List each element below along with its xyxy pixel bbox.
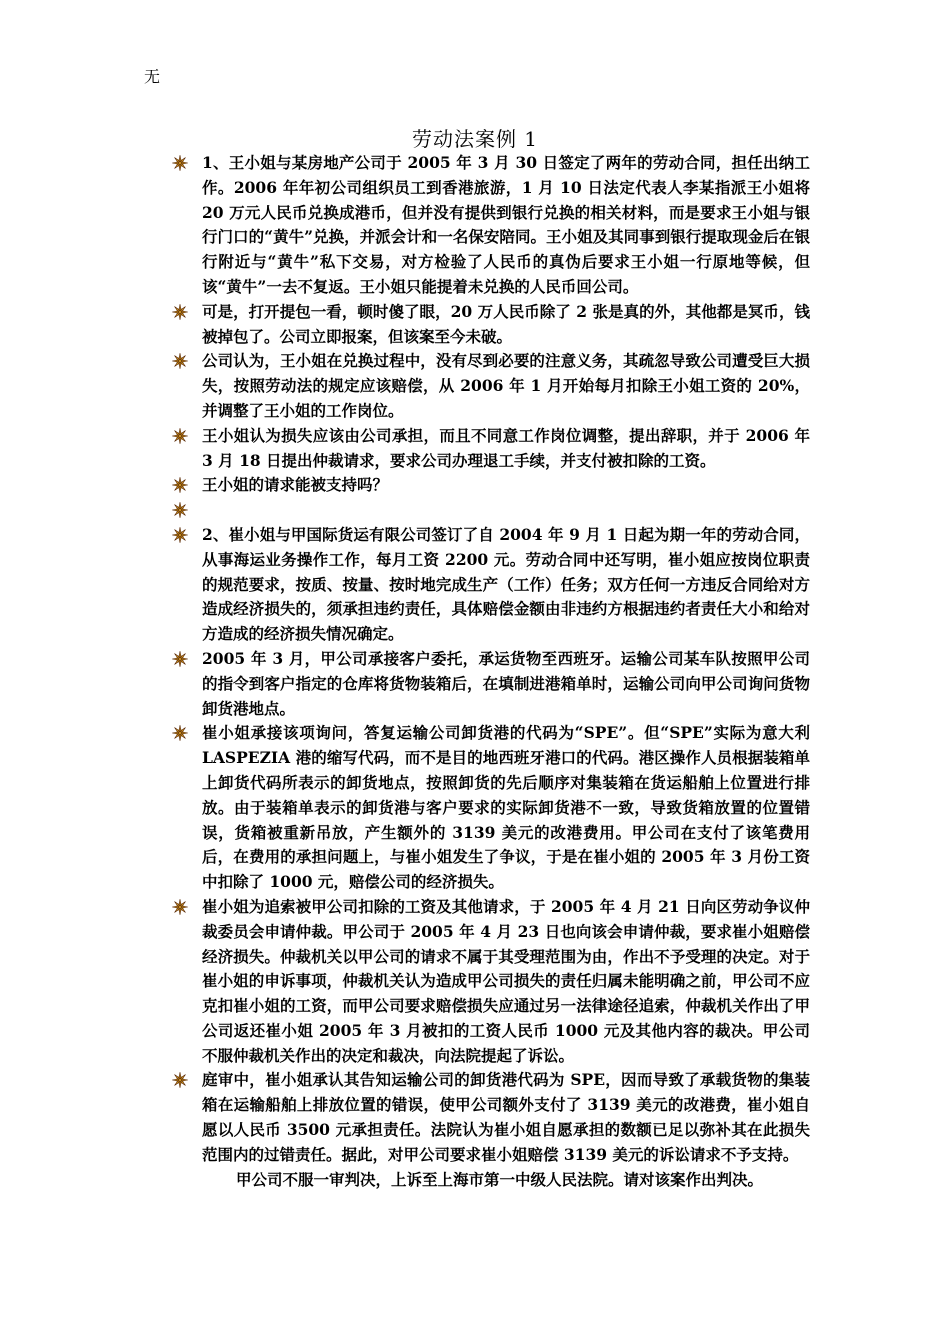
starburst-bullet-icon <box>172 527 188 543</box>
document-body <box>170 151 810 1192</box>
paragraph-3 <box>170 349 810 423</box>
paragraph-text: 崔小姐承接该项询问，答复运输公司卸货港的代码为“SPE”。但“SPE”实际为意大利 LASPEZIA 港的缩写代码，而不是目的地西班牙港口的代码。港区操作人员根据装箱单上卸货代码所表示的卸货地点，按照卸货的先后顺序对集装箱在货运船舶上位置进行排放。由于装箱单表示的卸货港与客户要求的实际卸货港不一致，导致货箱放置的位置错误，货箱被重新吊放，产生额外的 3139 美元的改港费用。甲公司在支付了该笔费用后，在费用的承担问题上，与崔小姐发生了争议，于是在崔小姐的 2005 年 3 月份工资中扣除了 1000 元，赔偿公司的经济损失。 <box>202 723 810 892</box>
starburst-bullet-icon <box>172 725 188 741</box>
starburst-bullet-icon <box>172 477 188 493</box>
paragraph-11 <box>170 1068 810 1167</box>
paragraph-text: 可是，打开提包一看，顿时傻了眼，20 万人民币除了 2 张是真的外，其他都是冥币，钱被掉包了。公司立即报案，但该案至今未破。 <box>202 301 810 346</box>
paragraph-4 <box>170 424 810 474</box>
header-mark: 无 <box>144 67 161 86</box>
paragraph-text: 公司认为，王小姐在兑换过程中，没有尽到必要的注意义务，其疏忽导致公司遭受巨大损失，按照劳动法的规定应该赔偿，从 2006 年 1 月开始每月扣除王小姐工资的 20%，并调整了王小姐的工作岗位。 <box>202 351 810 420</box>
paragraph-6-empty <box>170 498 810 523</box>
starburst-bullet-icon <box>172 155 188 171</box>
starburst-bullet-icon <box>172 502 188 518</box>
paragraph-text: 2、崔小姐与甲国际货运有限公司签订了自 2004 年 9 月 1 日起为期一年的劳动合同，从事海运业务操作工作，每月工资 2200 元。劳动合同中还写明，崔小姐应按岗位职责的规范要求，按质、按量、按时地完成生产（工作）任务；双方任何一方违反合同给对方造成经济损失的，须承担违约责任，具体赔偿金额由非违约方根据违约者责任大小和给对方造成的经济损失情况确定。 <box>202 524 810 644</box>
paragraph-2 <box>170 300 810 350</box>
paragraph-5 <box>170 473 810 498</box>
closing-paragraph: 甲公司不服一审判决，上诉至上海市第一中级人民法院。请对该案作出判决。 <box>236 1169 764 1189</box>
paragraph-8 <box>170 647 810 721</box>
paragraph-text: 王小姐认为损失应该由公司承担，而且不同意工作岗位调整，提出辞职，并于 2006 年 3 月 18 日提出仲裁请求，要求公司办理退工手续，并支付被扣除的工资。 <box>202 425 810 470</box>
paragraph-7 <box>170 523 810 647</box>
paragraph-text: 王小姐的请求能被支持吗？ <box>202 475 389 495</box>
paragraph-10 <box>170 895 810 1069</box>
starburst-bullet-icon <box>172 651 188 667</box>
paragraph-text: 庭审中，崔小姐承认其告知运输公司的卸货港代码为 SPE，因而导致了承载货物的集装箱在运输船舶上排放位置的错误，使甲公司额外支付了 3139 美元的改港费，崔小姐自愿以人民币 3500 元承担责任。法院认为崔小姐自愿承担的数额已足以弥补其在此损失范围内的过错责任。据此，对甲公司要求崔小姐赔偿 3139 美元的诉讼请求不予支持。 <box>202 1070 810 1164</box>
paragraph-text: 1、王小姐与某房地产公司于 2005 年 3 月 30 日签定了两年的劳动合同，担任出纳工作。2006 年年初公司组织员工到香港旅游，1 月 10 日法定代表人李某指派王小姐将 20 万元人民币兑换成港币，但并没有提供到银行兑换的相关材料，而是要求王小姐与银行门口的“黄牛”兑换，并派会计和一名保安陪同。王小姐及其同事到银行提取现金后在银行附近与“黄牛”私下交易，对方检验了人民币的真伪后要求王小姐一行原地等候，但该“黄牛”一去不复返。王小姐只能提着未兑换的人民币回公司。 <box>202 153 810 296</box>
paragraph-text: 崔小姐为追索被甲公司扣除的工资及其他请求，于 2005 年 4 月 21 日向区劳动争议仲裁委员会申请仲裁。甲公司于 2005 年 4 月 23 日也向该会申请仲裁，要求崔小姐赔偿经济损失。仲裁机关以甲公司的请求不属于其受理范围为由，作出不予受理的决定。对于崔小姐的申诉事项，仲裁机关认为造成甲公司损失的责任归属未能明确之前，甲公司不应克扣崔小姐的工资，而甲公司要求赔偿损失应通过另一法律途径追索，仲裁机关作出了甲公司返还崔小姐 2005 年 3 月被扣的工资人民币 1000 元及其他内容的裁决。甲公司不服仲裁机关作出的决定和裁决，向法院提起了诉讼。 <box>202 896 810 1065</box>
starburst-bullet-icon <box>172 899 188 915</box>
document-title: 劳动法案例 1 <box>411 127 539 151</box>
starburst-bullet-icon <box>172 353 188 369</box>
starburst-bullet-icon <box>172 1072 188 1088</box>
starburst-bullet-icon <box>172 428 188 444</box>
starburst-bullet-icon <box>172 304 188 320</box>
paragraph-9 <box>170 721 810 895</box>
paragraph-1 <box>170 151 810 300</box>
paragraph-text: 2005 年 3 月，甲公司承接客户委托，承运货物至西班牙。运输公司某车队按照甲公司的指令到客户指定的仓库将货物装箱后，在填制进港箱单时，运输公司向甲公司询问货物卸货港地点。 <box>202 648 810 718</box>
